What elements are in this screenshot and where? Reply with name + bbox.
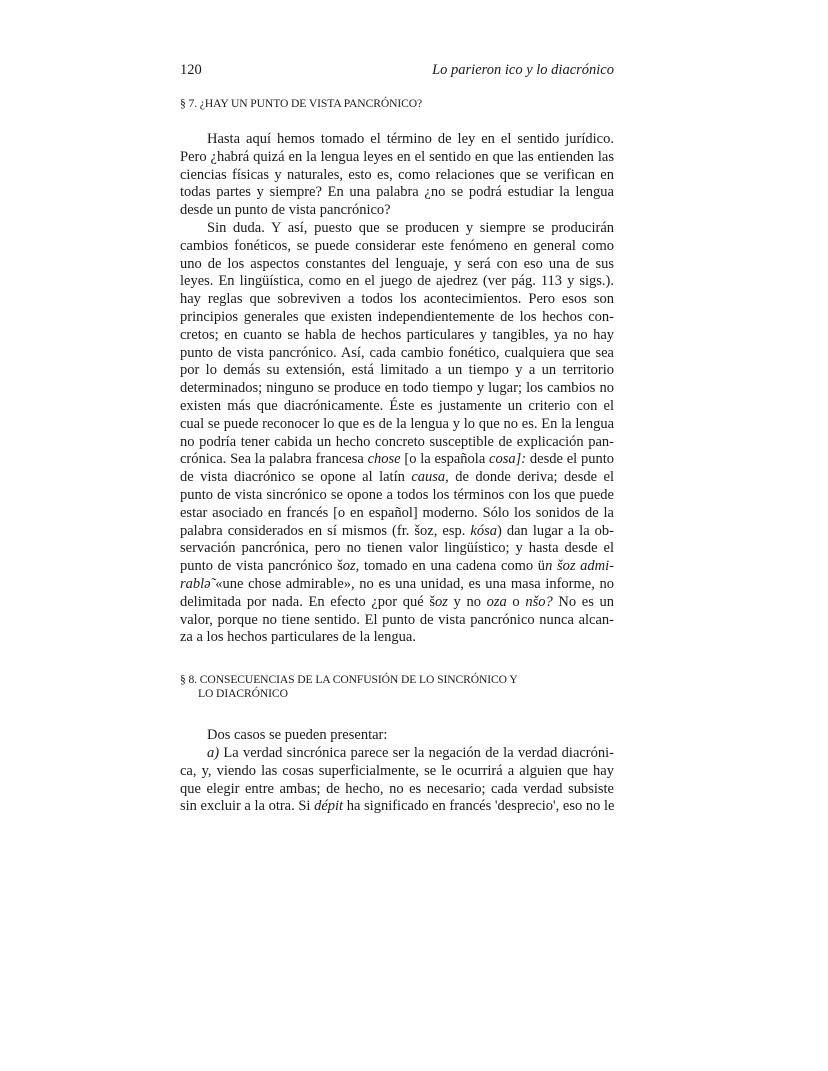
italic-term: cosa]: <box>489 451 527 468</box>
text-line: delimitada por nada. En efecto ¿por qué šoz y no oza o nšo? No es un <box>180 593 615 610</box>
italic-term: rablə̃ <box>180 575 211 592</box>
text-line: Sin duda. Y así, puesto que se producen y siempre se producirán <box>207 219 614 236</box>
text-line: Hasta aquí hemos tomado el término de ley en el sentido jurídico. <box>207 131 614 147</box>
text-line: punto de vista sincrónico se opone a todos los términos con los que puede <box>180 486 614 503</box>
text-line: de vista diacrónico se opone al latín causa, de donde deriva; desde el <box>180 469 615 486</box>
text-line: estar asociado en francés [o en español] moderno. Sólo los sonidos de la <box>180 504 614 521</box>
text-line: a) La verdad sincrónica parece ser la negación de la verdad diacróni- <box>207 744 614 761</box>
text-line: leyes. En lingüística, como en el juego de ajedrez (ver pág. 113 y sigs.). <box>180 273 614 290</box>
page-number: 120 <box>180 62 202 78</box>
text-line: cual se puede reconocer lo que es de la lengua y lo que no es. En la lengua <box>180 415 614 432</box>
book-page <box>180 60 614 816</box>
list-marker: a) <box>207 744 220 761</box>
italic-term: kósa <box>470 522 497 539</box>
italic-term: dépit <box>314 798 344 815</box>
text-line: determinados; ninguno se produce en todo tiempo y lugar; los cambios no <box>180 380 614 397</box>
section-8-heading-line-2: LO DIACRÓNICO <box>198 687 288 701</box>
text-line: todas partes y siempre? En una palabra ¿no se podrá estudiar la lengua <box>180 184 614 201</box>
text-line: principios generales que existen independientemente de los hechos con- <box>180 308 614 325</box>
text-line: uno de los aspectos constantes del lenguaje, y será con eso una de sus <box>180 255 614 272</box>
text-line: punto de vista pancrónico. Así, cada cambio fonético, cualquiera que sea <box>180 344 614 361</box>
text-line: valor, porque no tiene sentido. El punto de vista pancrónico nunca alcan- <box>180 611 614 628</box>
italic-term: chose <box>367 451 401 468</box>
text-line: sin excluir a la otra. Si dépit ha significado en francés 'desprecio', eso no le <box>180 798 615 815</box>
text-line: existen más que diacrónicamente. Éste es justamente un criterio con el <box>180 397 614 414</box>
text-line: Pero ¿habrá quizá en la lengua leyes en el sentido en que las entienden las <box>180 148 614 165</box>
text-line: hay reglas que sobreviven a todos los acontecimientos. Pero esos son <box>180 291 614 308</box>
section-7-body <box>180 131 614 647</box>
section-8-body <box>180 727 614 816</box>
text-line: cretos; en cuanto se habla de hechos particulares y tangibles, ya no hay <box>180 326 614 343</box>
text-line: Dos casos se pueden presentar: <box>207 727 388 744</box>
italic-term: oz <box>434 593 448 610</box>
text-line: rablə̃ «une chose admirable», no es una unidad, es una masa informe, no <box>180 575 614 592</box>
text-line: servación pancrónica, pero no tienen valor lingüístico; y hasta desde el <box>180 540 614 557</box>
section-7-heading: § 7. ¿HAY UN PUNTO DE VISTA PANCRÓNICO? <box>180 97 423 110</box>
text-line: za a los hechos particulares de la lengua. <box>180 629 416 646</box>
italic-term: oza <box>486 593 507 610</box>
running-header <box>180 60 614 82</box>
text-line: por lo demás su extensión, está limitado a un tiempo y a un territorio <box>180 362 614 379</box>
italic-term: n šoz admi- <box>545 558 614 575</box>
text-line: ciencias físicas y naturales, esto es, como relaciones que se verifican en <box>180 166 614 183</box>
italic-term: oz, <box>342 558 360 575</box>
text-line: desde un punto de vista pancrónico? <box>180 202 391 219</box>
text-line: no podría tener cabida un hecho concreto susceptible de explicación pan- <box>180 433 614 450</box>
section-8-heading-line-1: § 8. CONSECUENCIAS DE LA CONFUSIÓN DE LO SINCRÓNICO Y <box>180 673 518 687</box>
italic-term: causa, <box>411 469 449 486</box>
text-line: cambios fonéticos, se puede considerar este fenómeno en general como <box>180 237 614 254</box>
text-line: ca, y, viendo las cosas superficialmente, se le ocurrirá a alguien que hay <box>180 762 614 779</box>
text-line: palabra considerados en sí mismos (fr. šoz, esp. kósa) dan lugar a la ob- <box>180 522 614 539</box>
text-line: crónica. Sea la palabra francesa chose [o la española cosa]: desde el punto <box>180 451 614 468</box>
section-8-heading <box>180 673 614 701</box>
running-title: Lo parieron ico y lo diacrónico <box>432 62 614 78</box>
text-line: que elegir entre ambas; de hecho, no es necesario; cada verdad subsiste <box>180 780 614 797</box>
text-line: punto de vista pancrónico šoz, tomado en una cadena como ün šoz admi- <box>180 558 614 575</box>
italic-term: nšo? <box>525 593 553 610</box>
